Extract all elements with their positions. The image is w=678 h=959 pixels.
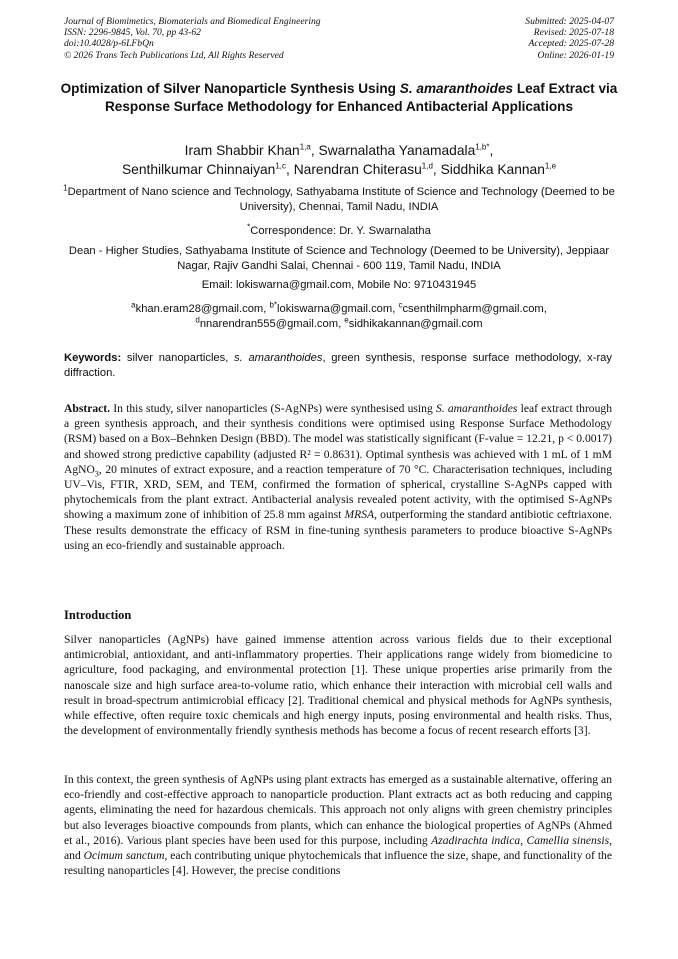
author: Swarnalatha Yanamadala$^{1,b*}$, [318, 142, 494, 158]
author: Senthilkumar Chinnaiyan$^{1,c}$, [121, 161, 294, 177]
author-emails [60, 302, 618, 333]
introduction-paragraph-1: Silver nanoparticles (AgNPs) have gained immense attention across various fields due to their exceptional antimicrobial, antioxidant, and anti-inflammatory properties. Their applications range widely from biomedicine to agriculture, food packaging, and environmental protection [1]. These unique properties arise primarily from the nanoscale size and high surface area-to-volume ratio, which enhance their interaction with microbial cell walls and result in broad-spectrum antimicrobial efficacy [2]. Traditional chemical and physical methods for AgNPs synthesis, while effective, often require toxic chemicals and high energy inputs, posing environmental and health risks. Thus, the development of environmentally friendly synthesis methods has become a focus of recent research efforts [3]. [64, 633, 612, 738]
issn-volume: ISSN: 2296-9845, Vol. 70, pp 43-62 [64, 27, 201, 39]
copyright: © 2026 Trans Tech Publications Ltd, All Rights Reserved [64, 49, 284, 61]
correspondence: *Correspondence: Dr. Y. Swarnalatha [247, 222, 431, 237]
email-link[interactable]: $^{b*}$lokiswarna@gmail.com, [269, 300, 399, 315]
email-link[interactable]: $^d$nnarendran555@gmail.com, [195, 315, 345, 331]
date-online: Online: 2026-01-19 [537, 49, 614, 61]
email-link[interactable]: $^c$csenthilmpharm@gmail.com, [398, 300, 547, 315]
keywords: Keywords: silver nanoparticles, s. amaranthoides, green synthesis, response surface methodology, x-ray diffraction. [64, 352, 612, 380]
author: Narendran Chiterasu$^{1,d}$, [293, 161, 441, 177]
title-part-1: Optimization of Silver Nanoparticle Synthesis Using [60, 81, 400, 96]
correspondence-address: Dean - Higher Studies, Sathyabama Institute of Science and Technology (Deemed to be University), Jeppiaar Nagar, Rajiv Gandhi Salai, Chennai - 600 119, Tamil Nadu, INDIA [68, 245, 610, 273]
section-heading-introduction: Introduction [64, 608, 132, 622]
author: Siddhika Kannan$^{1,e}$ [440, 161, 557, 177]
keywords-label: Keywords: [64, 352, 122, 364]
affiliation-1: $^1$Department of Nano science and Technology, Sathyabama Institute of Science and Technology (Deemed to be University), Chennai, Tamil Nadu, INDIA [63, 183, 615, 214]
abstract-label: Abstract. [64, 402, 111, 415]
title-species: S. amaranthoides [399, 81, 514, 96]
author-list [60, 141, 618, 179]
paper-title [60, 80, 618, 117]
introduction-paragraph-2: In this context, the green synthesis of AgNPs using plant extracts has emerged as a sustainable alternative, offering an eco-friendly and cost-effective approach to nanoparticle production. Plant extracts act as both reducing and capping agents, eliminating the need for hazardous chemicals. This approach not only aligns with green chemistry principles but also leverages bioactive compounds from plants, which can enhance the biological properties of AgNPs (Ahmed et al., 2016). Various plant species have been used for this purpose, including Azadirachta indica, Camellia sinensis, and Ocimum sanctum, each contributing unique phytochemicals that influence the size, shape, and functionality of the resulting nanoparticles [4]. However, the precise conditions [64, 773, 613, 878]
correspondence-contact: Email: lokiswarna@gmail.com, Mobile No: 9710431945 [201, 279, 477, 291]
journal-header-left [64, 16, 321, 61]
author: Iram Shabbir Khan$^{1,a}$, [184, 142, 319, 158]
journal-header-right [525, 16, 614, 61]
email-link[interactable]: $^a$khan.eram28@gmail.com, [131, 300, 270, 315]
date-accepted: Accepted: 2025-07-28 [528, 38, 614, 50]
journal-name: Journal of Biomimetics, Biomaterials and Biomedical Engineering [64, 16, 321, 27]
date-revised: Revised: 2025-07-18 [533, 27, 614, 39]
title-part-2: Leaf Extract via Response Surface Methodology for Enhanced Antibacterial Applications [104, 81, 618, 115]
email-link[interactable]: $^e$sidhikakannan@gmail.com [344, 315, 483, 331]
date-submitted: Submitted: 2025-04-07 [525, 16, 614, 27]
doi[interactable]: doi:10.4028/p-6LFbQn [64, 38, 154, 50]
abstract: Abstract. In this study, silver nanoparticles (S-AgNPs) were synthesised using S. amaranthoides leaf extract through a green synthesis approach, and their synthesis conditions were optimised using Response Surface Methodology (RSM) based on a Box–Behnken Design (BBD). The model was statistically significant (F-value = 12.21, p < 0.0017) and showed strong predictive capability (adjusted R² = 0.8631). Optimal synthesis was achieved with 1 mL of 1 mM AgNO$_3$, 20 minutes of extract exposure, and a reaction temperature of 70 °C. Characterisation techniques, including UV–Vis, FTIR, XRD, SEM, and TEM, confirmed the formation of spherical, crystalline S-AgNPs capped with phytochemicals from the plant extract. Antibacterial analysis revealed potent activity, with the optimised S-AgNPs showing a maximum zone of inhibition of 25.8 mm against MRSA, outperforming the standard antibiotic ceftriaxone. These results demonstrate the efficacy of RSM in fine-tuning synthesis parameters to produce bioactive S-AgNPs using an eco-friendly and sustainable approach. [64, 402, 612, 552]
